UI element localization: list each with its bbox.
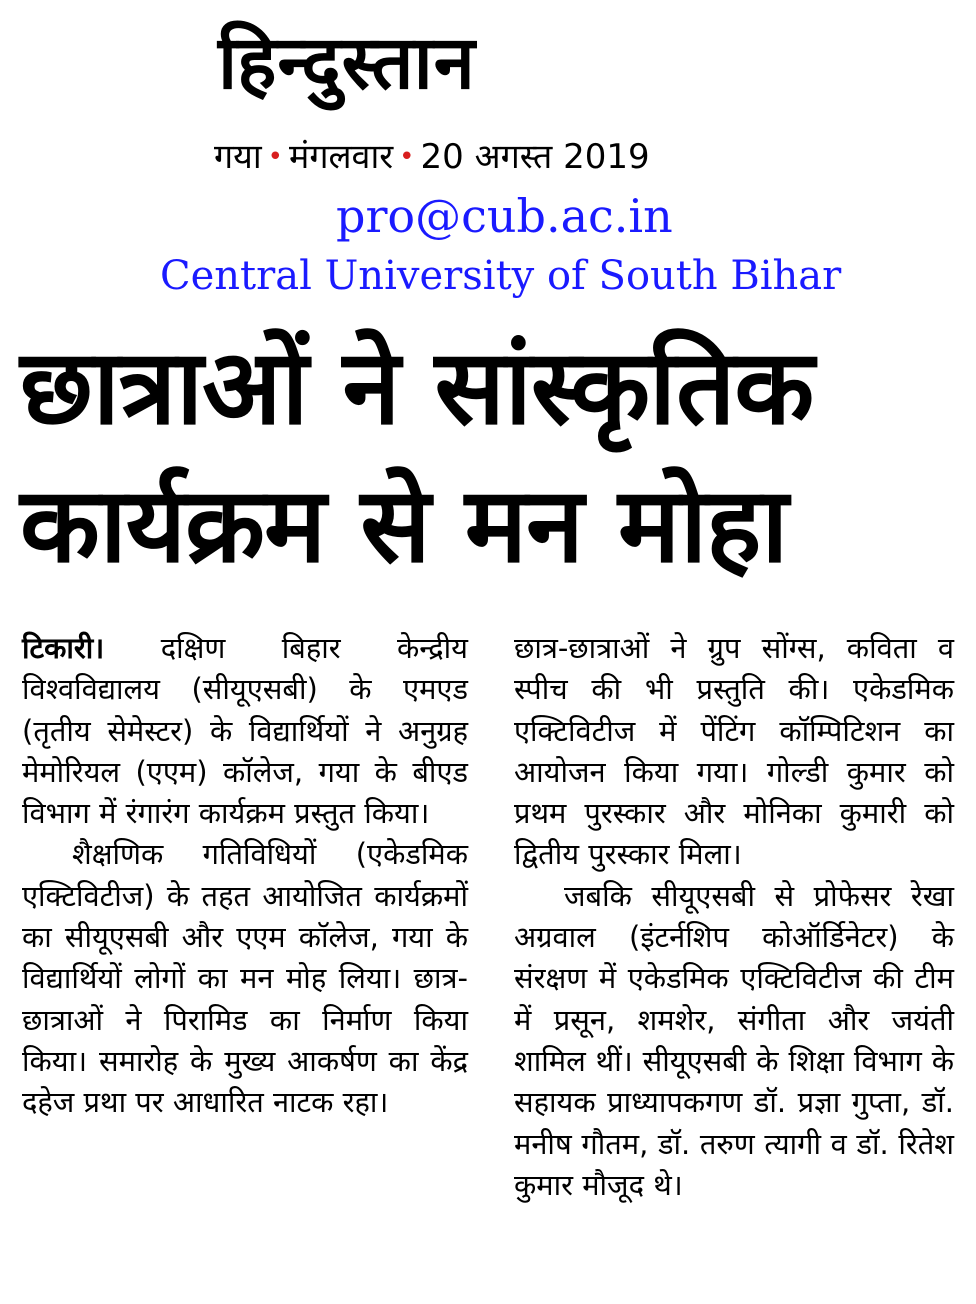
article-column-right (514, 628, 954, 1206)
right-paragraph-2: जबकि सीयूएसबी से प्रोफेसर रेखा अग्रवाल (इंटर्नशिप कोऑर्डिनेटर) के संरक्षण में एकेडमिक एक्टिविटीज की टीम में प्रसून, शमशेर, संगीता और जयंती शामिल थीं। सीयूएसबी के शिक्षा विभाग के सहायक प्राध्यापकगण डॉ. प्रज्ञा गुप्ता, डॉ. मनीष गौतम, डॉ. तरुण त्यागी व डॉ. रितेश कुमार मौजूद थे। (514, 878, 954, 1202)
edition-date: 20 अगस्त 2019 (420, 137, 650, 177)
right-paragraph-1: छात्र-छात्राओं ने ग्रुप सोंग्स, कविता व स्पीच की भी प्रस्तुति की। एकेडमिक एक्टिविटीज में पेंटिंग कॉम्पिटिशन का आयोजन किया गया। गोल्डी कुमार को प्रथम पुरस्कार और मोनिका कुमारी को द्वितीय पुरस्कार मिला। (514, 631, 954, 872)
edition-dateline (214, 134, 650, 183)
separator-dot: • (399, 142, 415, 172)
article-headline (20, 318, 960, 594)
left-paragraph-2: शैक्षणिक गतिविधियों (एकेडमिक एक्टिविटीज) के तहत आयोजित कार्यक्रमों का सीयूएसबी और एएम कॉलेज, गया के विद्यार्थियों लोगों का मन मोह लिया। छात्र-छात्राओं ने पिरामिड का निर्माण किया किया। समारोह के मुख्य आकर्षण का केंद्र दहेज प्रथा पर आधारित नाटक रहा। (22, 837, 468, 1120)
source-university: Central University of South Bihar (160, 253, 842, 299)
edition-day: मंगलवार (289, 137, 394, 177)
article-place: टिकारी। (22, 631, 105, 665)
left-paragraph-1-text: दक्षिण बिहार केन्द्रीय विश्वविद्यालय (सीयूएसबी) के एमएड (तृतीय सेमेस्टर) के विद्यार्थियों ने अनुग्रह मेमोरियल (एएम) कॉलेज, गया के बीएड विभाग में रंगारंग कार्यक्रम प्रस्तुत किया। (22, 631, 468, 831)
newspaper-masthead: हिन्दुस्तान (218, 20, 476, 106)
left-paragraph-1 (22, 628, 468, 834)
separator-dot: • (267, 142, 284, 172)
headline-line-2: कार्यक्रम से मन मोहा (20, 464, 788, 586)
edition-city: गया (214, 137, 262, 177)
article-column-left (22, 628, 468, 1124)
source-email: pro@cub.ac.in (336, 189, 673, 243)
headline-line-1: छात्राओं ने सांस्कृतिक (20, 326, 814, 448)
